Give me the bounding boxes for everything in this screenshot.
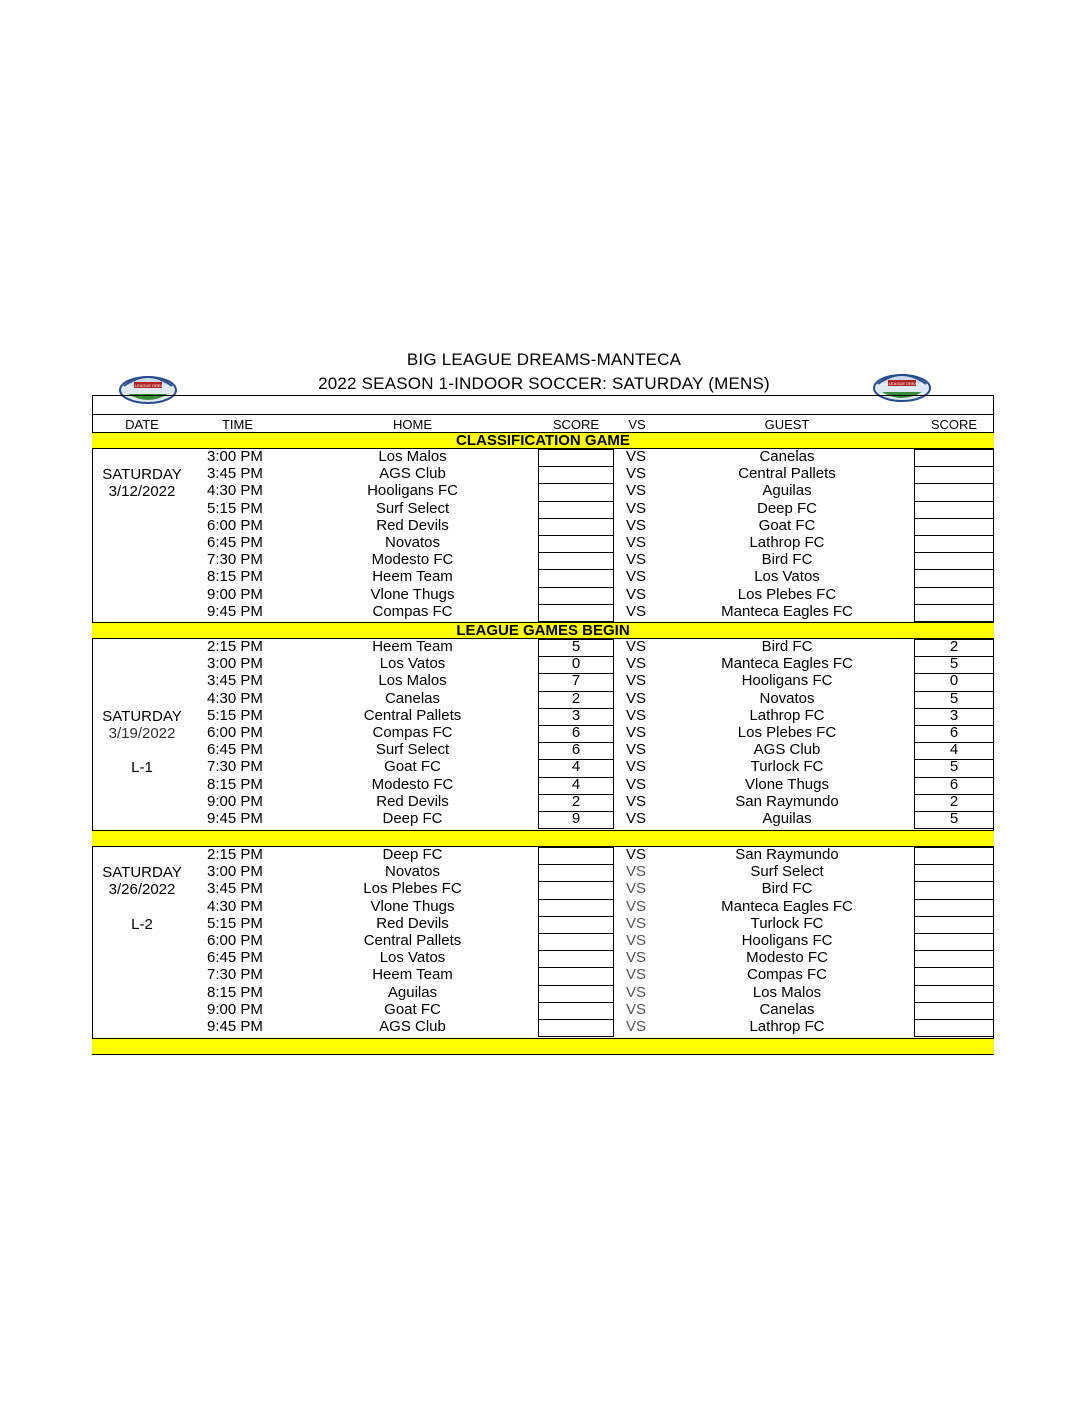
home-team: Red Devils — [376, 516, 449, 534]
vs-label: VS — [626, 758, 647, 776]
game-time: 9:00 PM — [207, 1000, 263, 1018]
week-label: L-2 — [131, 915, 153, 933]
date-value: 3/26/2022 — [108, 881, 176, 899]
col-header-vs: VS — [628, 417, 646, 432]
guest-score: 5 — [949, 655, 959, 673]
date-day: SATURDAY — [102, 707, 182, 725]
guest-score-box[interactable] — [914, 916, 994, 934]
logo-text: BIG LEAGUE DREAMS — [880, 381, 924, 386]
game-time: 7:30 PM — [207, 551, 263, 569]
vs-label: VS — [626, 983, 647, 1001]
home-score: 2 — [571, 689, 581, 707]
vs-label: VS — [626, 602, 647, 620]
vs-label: VS — [626, 568, 647, 586]
vs-label: VS — [626, 741, 647, 759]
home-score: 2 — [571, 792, 581, 810]
vs-label: VS — [626, 482, 647, 500]
guest-score: 6 — [949, 775, 959, 793]
home-score-box[interactable] — [538, 864, 614, 882]
vs-label: VS — [626, 672, 647, 690]
home-team: Deep FC — [382, 846, 443, 863]
game-time: 3:45 PM — [207, 672, 263, 690]
home-team: Novatos — [384, 863, 441, 881]
guest-team: AGS Club — [753, 741, 821, 759]
vs-label: VS — [626, 932, 647, 949]
guest-score-box[interactable] — [914, 933, 994, 951]
guest-score-box[interactable] — [914, 501, 994, 519]
home-team: Los Plebes FC — [363, 880, 462, 898]
guest-score-box[interactable] — [914, 950, 994, 968]
guest-team: Hooligans FC — [741, 672, 833, 690]
guest-score-box[interactable] — [914, 1019, 994, 1037]
page-title: BIG LEAGUE DREAMS-MANTECA — [406, 350, 682, 369]
vs-label: VS — [626, 499, 647, 517]
guest-team: Los Vatos — [754, 568, 820, 586]
date-value: 3/19/2022 — [108, 725, 176, 742]
game-time: 8:15 PM — [207, 568, 263, 586]
guest-score-box[interactable] — [914, 864, 994, 882]
home-team: Modesto FC — [371, 551, 454, 569]
guest-team: Central Pallets — [738, 465, 836, 483]
game-time: 7:30 PM — [207, 758, 263, 776]
guest-team: Compas FC — [746, 966, 828, 984]
home-team: Goat FC — [384, 1000, 441, 1018]
guest-team: Lathrop FC — [749, 534, 825, 551]
guest-score-box[interactable] — [914, 569, 994, 587]
guest-team: Aguilas — [762, 482, 812, 500]
home-score: 7 — [571, 672, 581, 690]
home-team: Surf Select — [375, 741, 450, 759]
home-team: Heem Team — [372, 638, 453, 655]
vs-label: VS — [626, 655, 647, 673]
game-time: 2:15 PM — [207, 638, 263, 655]
guest-team: Lathrop FC — [749, 706, 825, 724]
guest-score-box[interactable] — [914, 518, 994, 536]
home-team: Compas FC — [372, 602, 453, 620]
home-score: 0 — [571, 655, 581, 673]
home-team: Central Pallets — [363, 932, 462, 949]
date-value: 3/12/2022 — [108, 483, 176, 501]
home-team: Aguilas — [387, 983, 438, 1001]
home-team: Los Malos — [378, 672, 447, 690]
game-time: 4:30 PM — [207, 897, 263, 915]
home-team: Vlone Thugs — [370, 585, 455, 603]
home-team: Hooligans FC — [367, 482, 458, 500]
guest-team: Surf Select — [750, 863, 824, 881]
home-score-box[interactable] — [538, 967, 614, 985]
home-score-box[interactable] — [538, 899, 614, 917]
col-header-time: TIME — [221, 417, 254, 432]
home-score-box[interactable] — [538, 985, 614, 1003]
home-score-box[interactable] — [538, 916, 614, 934]
game-time: 6:00 PM — [207, 724, 263, 741]
guest-team: Canelas — [759, 448, 815, 465]
game-time: 5:15 PM — [207, 706, 263, 724]
home-team: Heem Team — [372, 966, 453, 984]
vs-label: VS — [626, 706, 647, 724]
col-header-home-score: SCORE — [552, 417, 600, 432]
home-score-box[interactable] — [538, 466, 614, 484]
home-score: 5 — [571, 638, 581, 655]
col-header-guest-score: SCORE — [930, 417, 978, 432]
home-team: Central Pallets — [363, 706, 462, 724]
home-team: Modesto FC — [371, 775, 454, 793]
vs-label: VS — [626, 775, 647, 793]
game-time: 8:15 PM — [207, 983, 263, 1001]
guest-team: Los Malos — [752, 983, 822, 1001]
page-subtitle: 2022 SEASON 1-INDOOR SOCCER: SATURDAY (MENS) — [318, 374, 770, 393]
vs-label: VS — [626, 638, 647, 655]
game-time: 5:15 PM — [207, 499, 263, 517]
game-time: 2:15 PM — [207, 846, 263, 863]
game-time: 9:00 PM — [207, 585, 263, 603]
guest-score-box[interactable] — [914, 604, 994, 622]
logo-text: BIG LEAGUE DREAMS — [126, 383, 170, 388]
home-score-box[interactable] — [538, 501, 614, 519]
home-team: Novatos — [384, 534, 441, 551]
game-time: 9:45 PM — [207, 602, 263, 620]
home-score-box[interactable] — [538, 483, 614, 501]
home-score-box[interactable] — [538, 950, 614, 968]
header-divider — [92, 414, 994, 415]
home-team: Los Vatos — [379, 655, 446, 673]
vs-label: VS — [626, 949, 647, 967]
guest-team: Novatos — [759, 689, 815, 707]
guest-score: 5 — [949, 810, 959, 827]
guest-score-box[interactable] — [914, 881, 994, 899]
guest-score-box[interactable] — [914, 552, 994, 570]
game-time: 3:45 PM — [207, 465, 263, 483]
vs-label: VS — [626, 724, 647, 741]
home-team: Deep FC — [382, 810, 443, 827]
home-score-box[interactable] — [538, 449, 614, 467]
guest-team: Hooligans FC — [741, 932, 833, 949]
col-header-guest: GUEST — [764, 417, 810, 432]
home-score-box[interactable] — [538, 847, 614, 865]
game-time: 6:00 PM — [207, 516, 263, 534]
home-team: Vlone Thugs — [370, 897, 455, 915]
game-time: 6:45 PM — [207, 534, 263, 551]
vs-label: VS — [626, 689, 647, 707]
guest-team: Los Plebes FC — [737, 724, 837, 741]
vs-label: VS — [626, 914, 647, 932]
home-score-box[interactable] — [538, 587, 614, 605]
home-score: 4 — [571, 758, 581, 776]
guest-team: Manteca Eagles FC — [721, 602, 853, 620]
col-header-home: HOME — [393, 417, 432, 432]
home-score-box[interactable] — [538, 535, 614, 553]
home-score-box[interactable] — [538, 552, 614, 570]
col-header-date: DATE — [125, 417, 159, 432]
guest-team: Vlone Thugs — [745, 775, 829, 793]
home-score: 4 — [571, 775, 581, 793]
guest-score-box[interactable] — [914, 985, 994, 1003]
vs-label: VS — [626, 516, 647, 534]
date-day: SATURDAY — [102, 466, 182, 484]
guest-score-box[interactable] — [914, 466, 994, 484]
guest-team: San Raymundo — [735, 792, 839, 810]
guest-score-box[interactable] — [914, 587, 994, 605]
guest-team: Los Plebes FC — [737, 585, 837, 603]
home-score-box[interactable] — [538, 1002, 614, 1020]
vs-label: VS — [626, 534, 647, 551]
home-score-box[interactable] — [538, 1019, 614, 1037]
home-team: Red Devils — [376, 914, 449, 932]
game-time: 6:45 PM — [207, 949, 263, 967]
home-team: Los Vatos — [379, 949, 446, 967]
game-time: 3:00 PM — [207, 863, 263, 881]
home-team: Goat FC — [384, 758, 441, 776]
guest-score: 2 — [949, 792, 959, 810]
home-team: AGS Club — [379, 1018, 446, 1035]
game-time: 9:45 PM — [207, 1018, 263, 1035]
guest-score-box[interactable] — [914, 449, 994, 467]
vs-label: VS — [626, 863, 647, 881]
home-score-box[interactable] — [538, 569, 614, 587]
guest-team: Manteca Eagles FC — [721, 897, 853, 915]
guest-team: Bird FC — [761, 638, 813, 655]
guest-score-box[interactable] — [914, 899, 994, 917]
game-time: 6:45 PM — [207, 741, 263, 759]
home-score: 6 — [571, 724, 581, 741]
home-team: Heem Team — [372, 568, 453, 586]
guest-score: 6 — [949, 724, 959, 741]
home-team: Compas FC — [372, 724, 453, 741]
guest-score-box[interactable] — [914, 967, 994, 985]
week-label: L-1 — [131, 759, 153, 777]
home-score-box[interactable] — [538, 518, 614, 536]
guest-score: 5 — [949, 758, 959, 776]
guest-team: Deep FC — [756, 499, 818, 517]
game-time: 4:30 PM — [207, 689, 263, 707]
vs-label: VS — [626, 585, 647, 603]
game-time: 4:30 PM — [207, 482, 263, 500]
game-time: 3:00 PM — [207, 655, 263, 673]
vs-label: VS — [626, 1018, 647, 1035]
guest-score-box[interactable] — [914, 535, 994, 553]
date-day: SATURDAY — [102, 864, 182, 882]
home-score-box[interactable] — [538, 933, 614, 951]
guest-score: 5 — [949, 689, 959, 707]
home-team: Red Devils — [376, 792, 449, 810]
home-team: Los Malos — [378, 448, 447, 465]
vs-label: VS — [626, 1000, 647, 1018]
guest-team: Goat FC — [758, 516, 816, 534]
game-time: 8:15 PM — [207, 775, 263, 793]
game-time: 3:45 PM — [207, 880, 263, 898]
vs-label: VS — [626, 880, 647, 898]
home-score: 6 — [571, 741, 581, 759]
guest-score-box[interactable] — [914, 847, 994, 865]
home-score-box[interactable] — [538, 881, 614, 899]
vs-label: VS — [626, 897, 647, 915]
game-time: 9:45 PM — [207, 810, 263, 827]
vs-label: VS — [626, 551, 647, 569]
home-team: Surf Select — [375, 499, 450, 517]
guest-team: Manteca Eagles FC — [721, 655, 853, 673]
section-band — [92, 830, 994, 847]
vs-label: VS — [626, 792, 647, 810]
guest-team: Modesto FC — [746, 949, 828, 967]
section-band: LEAGUE GAMES BEGIN — [92, 622, 994, 639]
guest-team: Bird FC — [761, 551, 813, 569]
guest-team: Canelas — [759, 1000, 815, 1018]
vs-label: VS — [626, 966, 647, 984]
vs-label: VS — [626, 846, 647, 863]
guest-score: 0 — [949, 672, 959, 690]
home-score-box[interactable] — [538, 604, 614, 622]
section-band: CLASSIFICATION GAME — [92, 432, 994, 449]
section-band-bottom — [92, 1038, 994, 1055]
home-score: 3 — [571, 706, 581, 724]
game-time: 6:00 PM — [207, 932, 263, 949]
guest-team: Lathrop FC — [749, 1018, 825, 1035]
vs-label: VS — [626, 465, 647, 483]
home-team: AGS Club — [379, 465, 446, 483]
vs-label: VS — [626, 810, 647, 827]
home-score: 9 — [571, 810, 581, 827]
game-time: 9:00 PM — [207, 792, 263, 810]
game-time: 5:15 PM — [207, 914, 263, 932]
vs-label: VS — [626, 448, 647, 465]
guest-team: Bird FC — [761, 880, 813, 898]
guest-score-box[interactable] — [914, 483, 994, 501]
game-time: 3:00 PM — [207, 448, 263, 465]
guest-team: Turlock FC — [750, 758, 824, 776]
guest-team: San Raymundo — [735, 846, 839, 863]
guest-score: 3 — [949, 706, 959, 724]
guest-score-box[interactable] — [914, 1002, 994, 1020]
guest-team: Turlock FC — [750, 914, 824, 932]
guest-score: 4 — [949, 741, 959, 759]
guest-score: 2 — [949, 638, 959, 655]
game-time: 7:30 PM — [207, 966, 263, 984]
home-team: Canelas — [384, 689, 441, 707]
guest-team: Aguilas — [762, 810, 812, 827]
